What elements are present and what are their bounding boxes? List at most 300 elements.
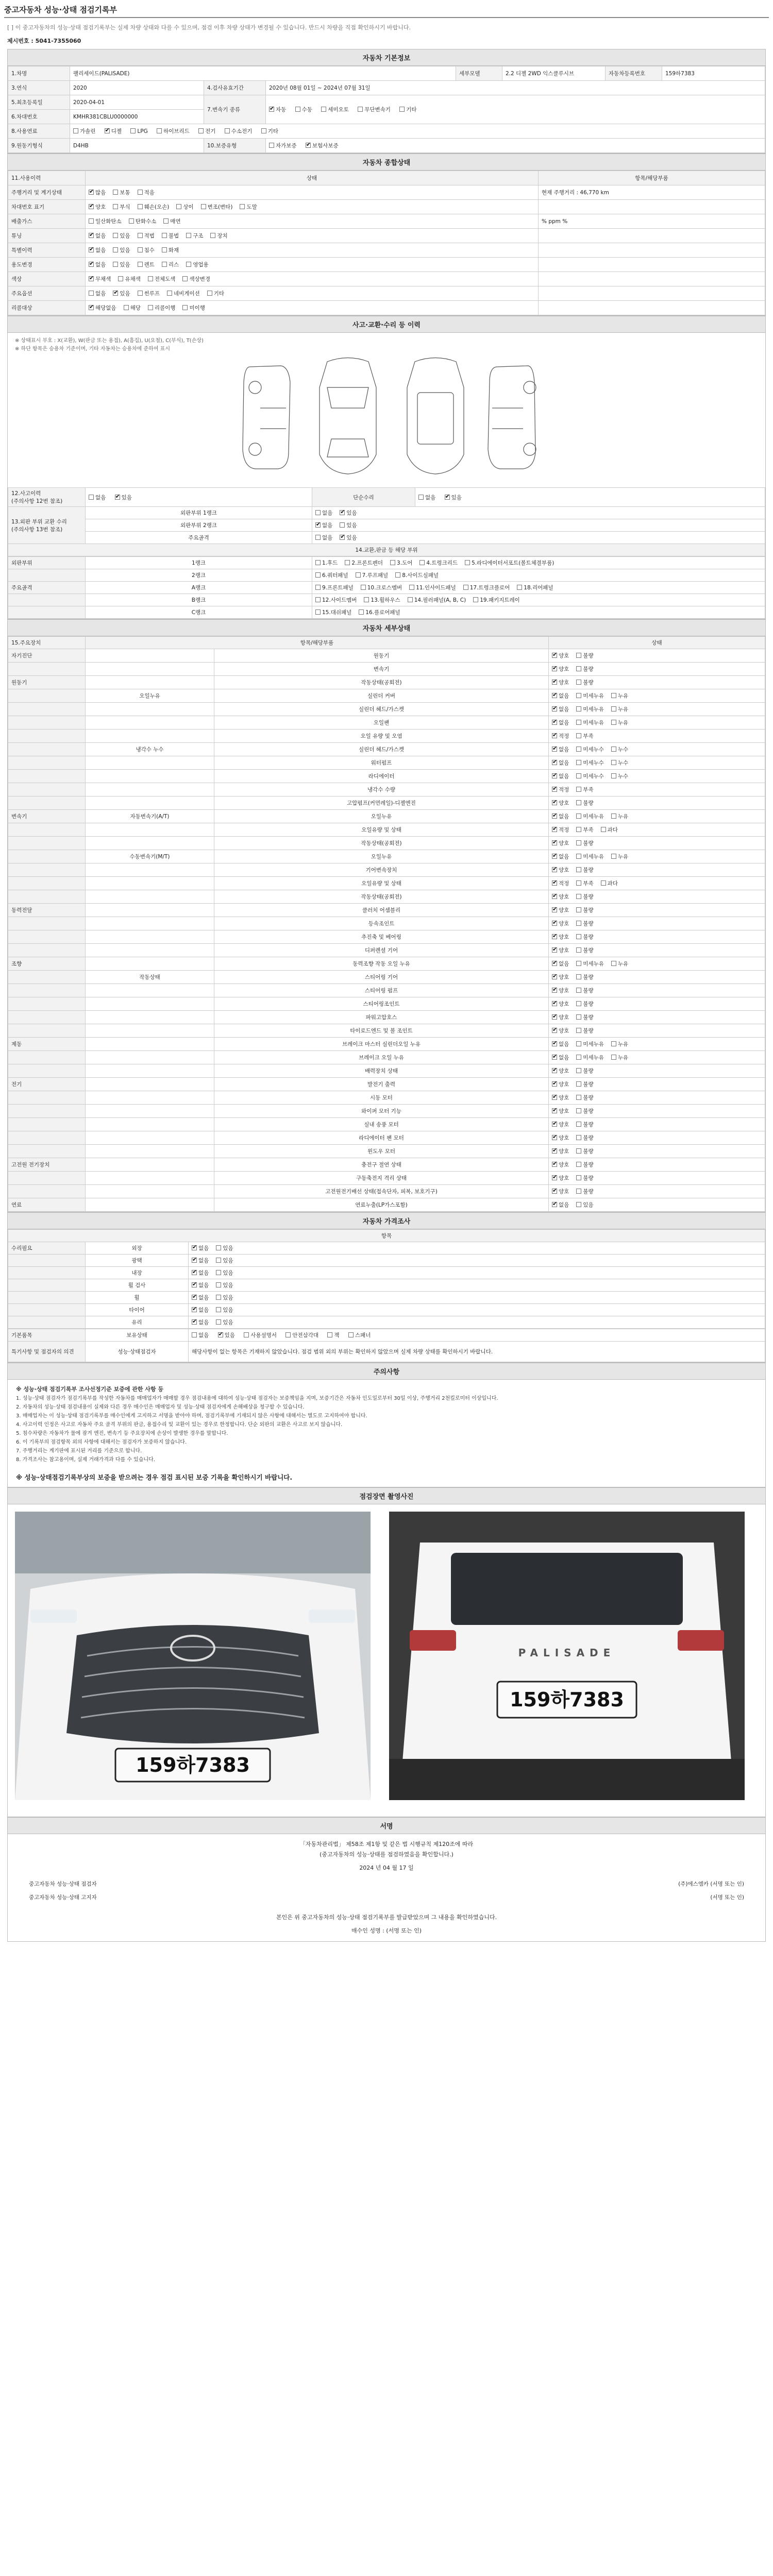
- inspector-value[interactable]: (주)에스엠카 (서명 또는 인): [678, 1881, 744, 1887]
- checkbox[interactable]: [167, 291, 172, 296]
- option[interactable]: 부족: [576, 826, 593, 834]
- checkbox[interactable]: [552, 934, 557, 939]
- checkbox[interactable]: [576, 1108, 581, 1113]
- checkbox[interactable]: [315, 522, 321, 528]
- option[interactable]: 안전삼각대: [285, 1331, 318, 1339]
- option[interactable]: 7.루프패널: [356, 571, 389, 579]
- option[interactable]: 2.프론트펜더: [345, 559, 383, 567]
- buyer-sign[interactable]: 매수인 성명 : (서명 또는 인): [351, 1927, 422, 1934]
- checkbox[interactable]: [138, 247, 143, 252]
- checkbox[interactable]: [576, 1041, 581, 1046]
- checkbox[interactable]: [552, 666, 557, 671]
- checkbox[interactable]: [576, 880, 581, 886]
- checkbox[interactable]: [601, 880, 606, 886]
- option[interactable]: ✔ 없음: [192, 1257, 209, 1264]
- checkbox[interactable]: [552, 1081, 557, 1087]
- checkbox[interactable]: [210, 233, 215, 238]
- checkbox[interactable]: [576, 840, 581, 845]
- option[interactable]: ✔ 양호: [552, 1174, 569, 1182]
- option[interactable]: 불법: [162, 232, 179, 240]
- checkbox[interactable]: [552, 1162, 557, 1167]
- checkbox[interactable]: [89, 247, 94, 252]
- checkbox[interactable]: [611, 854, 616, 859]
- option[interactable]: ✔ 없음: [192, 1318, 209, 1326]
- option[interactable]: ✔ 있음: [218, 1331, 235, 1339]
- checkbox[interactable]: [113, 233, 118, 238]
- option[interactable]: ✔ 보험사보증: [306, 142, 339, 149]
- checkbox[interactable]: [445, 495, 450, 500]
- option[interactable]: 불량: [576, 799, 593, 807]
- checkbox[interactable]: [576, 720, 581, 725]
- checkbox[interactable]: [552, 1175, 557, 1180]
- checkbox[interactable]: [225, 128, 230, 133]
- checkbox[interactable]: [576, 947, 581, 953]
- checkbox[interactable]: [552, 1095, 557, 1100]
- option[interactable]: ✔ 양호: [552, 1134, 569, 1142]
- checkbox[interactable]: [408, 597, 413, 602]
- option[interactable]: 수소전기: [225, 127, 253, 135]
- checkbox[interactable]: [576, 988, 581, 993]
- option[interactable]: ✔ 양호: [552, 839, 569, 847]
- checkbox[interactable]: [113, 291, 118, 296]
- checkbox[interactable]: [192, 1270, 197, 1275]
- option[interactable]: 5.라디에이터서포트(볼트체결부품): [465, 559, 554, 567]
- option[interactable]: 11.인사이드패널: [409, 584, 456, 591]
- option[interactable]: 있음: [340, 521, 357, 529]
- option[interactable]: 불량: [576, 1094, 593, 1101]
- option[interactable]: 미세누유: [576, 1054, 604, 1061]
- option[interactable]: 불량: [576, 973, 593, 981]
- checkbox[interactable]: [216, 1295, 221, 1300]
- checkbox[interactable]: [192, 1245, 197, 1250]
- checkbox[interactable]: [576, 1028, 581, 1033]
- option[interactable]: ✔ 양호: [552, 933, 569, 941]
- option[interactable]: 불량: [576, 1000, 593, 1008]
- checkbox[interactable]: [576, 666, 581, 671]
- option[interactable]: 기타: [207, 290, 224, 297]
- option[interactable]: ✔ 없음: [89, 246, 106, 254]
- checkbox[interactable]: [73, 128, 78, 133]
- option[interactable]: ✔ 해당없음: [89, 304, 116, 312]
- checkbox[interactable]: [138, 291, 143, 296]
- option[interactable]: 누유: [611, 705, 628, 713]
- option[interactable]: 불량: [576, 866, 593, 874]
- option[interactable]: ✔ 디젤: [105, 127, 122, 135]
- option[interactable]: 무단변속기: [358, 106, 391, 113]
- checkbox[interactable]: [552, 921, 557, 926]
- checkbox[interactable]: [576, 814, 581, 819]
- option[interactable]: 불량: [576, 652, 593, 659]
- option[interactable]: 장치: [210, 232, 227, 240]
- checkbox[interactable]: [552, 880, 557, 886]
- option[interactable]: ✔ 있음: [113, 290, 130, 297]
- checkbox[interactable]: [465, 560, 470, 565]
- checkbox[interactable]: [340, 510, 345, 515]
- option[interactable]: 미이행: [182, 304, 205, 312]
- option[interactable]: 미세누유: [576, 719, 604, 726]
- checkbox[interactable]: [552, 1189, 557, 1194]
- option[interactable]: ✔ 많음: [89, 189, 106, 196]
- checkbox[interactable]: [216, 1282, 221, 1287]
- checkbox[interactable]: [182, 305, 188, 310]
- option[interactable]: 3.도어: [390, 559, 412, 567]
- checkbox[interactable]: [216, 1319, 221, 1325]
- checkbox[interactable]: [611, 760, 616, 765]
- option[interactable]: 리스: [162, 261, 179, 268]
- checkbox[interactable]: [138, 204, 143, 209]
- checkbox[interactable]: [463, 585, 468, 590]
- option[interactable]: 불량: [576, 1147, 593, 1155]
- checkbox[interactable]: [327, 1332, 332, 1337]
- checkbox[interactable]: [576, 854, 581, 859]
- option[interactable]: 렌트: [138, 261, 155, 268]
- checkbox[interactable]: [148, 276, 153, 281]
- checkbox[interactable]: [576, 1068, 581, 1073]
- checkbox[interactable]: [552, 814, 557, 819]
- option[interactable]: 누유: [611, 960, 628, 968]
- checkbox[interactable]: [89, 495, 94, 500]
- checkbox[interactable]: [162, 233, 167, 238]
- checkbox[interactable]: [552, 867, 557, 872]
- option[interactable]: 없음: [418, 494, 435, 501]
- checkbox[interactable]: [176, 204, 181, 209]
- option[interactable]: ✔ 양호: [552, 1161, 569, 1168]
- option[interactable]: 있음: [113, 232, 130, 240]
- checkbox[interactable]: [345, 560, 350, 565]
- option[interactable]: ✔ 양호: [552, 893, 569, 901]
- checkbox[interactable]: [611, 961, 616, 966]
- option[interactable]: ✔ 양호: [552, 652, 569, 659]
- checkbox[interactable]: [89, 190, 94, 195]
- option[interactable]: ✔ 없음: [552, 772, 569, 780]
- option[interactable]: ✔ 양호: [552, 987, 569, 994]
- option[interactable]: ✔ 양호: [552, 1188, 569, 1195]
- option[interactable]: ✔ 없음: [552, 960, 569, 968]
- checkbox[interactable]: [89, 291, 94, 296]
- option[interactable]: 미세누유: [576, 853, 604, 860]
- checkbox[interactable]: [315, 585, 321, 590]
- option[interactable]: 14.필러패널(A, B, C): [408, 596, 466, 604]
- option[interactable]: ✔ 있음: [340, 509, 357, 517]
- checkbox[interactable]: [361, 585, 366, 590]
- option[interactable]: ✔ 없음: [552, 1201, 569, 1209]
- option[interactable]: 누수: [611, 772, 628, 780]
- checkbox[interactable]: [552, 760, 557, 765]
- option[interactable]: ✔ 없음: [552, 812, 569, 820]
- checkbox[interactable]: [118, 276, 123, 281]
- option[interactable]: 있음: [113, 246, 130, 254]
- checkbox[interactable]: [576, 800, 581, 805]
- option[interactable]: ✔ 양호: [552, 973, 569, 981]
- checkbox[interactable]: [552, 894, 557, 899]
- checkbox[interactable]: [192, 1295, 197, 1300]
- option[interactable]: ✔ 적정: [552, 732, 569, 740]
- option[interactable]: 탄화수소: [129, 217, 157, 225]
- option[interactable]: 부식: [113, 203, 130, 211]
- option[interactable]: 불량: [576, 1174, 593, 1182]
- checkbox[interactable]: [113, 204, 118, 209]
- checkbox[interactable]: [356, 572, 361, 578]
- checkbox[interactable]: [517, 585, 522, 590]
- option[interactable]: 해당: [124, 304, 141, 312]
- option[interactable]: ✔ 양호: [552, 946, 569, 954]
- option[interactable]: 불량: [576, 1107, 593, 1115]
- option[interactable]: 있음: [216, 1257, 233, 1264]
- option[interactable]: ✔ 양호: [552, 920, 569, 927]
- option[interactable]: 세미오토: [321, 106, 349, 113]
- checkbox[interactable]: [192, 1282, 197, 1287]
- option[interactable]: 누수: [611, 745, 628, 753]
- checkbox[interactable]: [216, 1270, 221, 1275]
- checkbox[interactable]: [89, 218, 94, 224]
- checkbox[interactable]: [358, 107, 363, 112]
- notice-value[interactable]: (서명 또는 인): [710, 1894, 744, 1901]
- checkbox[interactable]: [163, 218, 169, 224]
- option[interactable]: 수동: [295, 106, 312, 113]
- checkbox[interactable]: [576, 1135, 581, 1140]
- option[interactable]: 있음: [216, 1306, 233, 1314]
- checkbox[interactable]: [162, 247, 167, 252]
- checkbox[interactable]: [89, 305, 94, 310]
- option[interactable]: 유채색: [118, 275, 140, 283]
- option[interactable]: ✔ 없음: [89, 261, 106, 268]
- checkbox[interactable]: [89, 204, 94, 209]
- checkbox[interactable]: [216, 1258, 221, 1263]
- option[interactable]: 보통: [113, 189, 130, 196]
- option[interactable]: ✔ 없음: [552, 759, 569, 767]
- checkbox[interactable]: [552, 1014, 557, 1020]
- checkbox[interactable]: [576, 1014, 581, 1020]
- option[interactable]: 4.트렁크리드: [419, 559, 458, 567]
- checkbox[interactable]: [576, 867, 581, 872]
- checkbox[interactable]: [552, 1148, 557, 1154]
- checkbox[interactable]: [601, 827, 606, 832]
- checkbox[interactable]: [129, 218, 134, 224]
- option[interactable]: 8.사이드실패널: [395, 571, 439, 579]
- checkbox[interactable]: [269, 143, 274, 148]
- checkbox[interactable]: [315, 609, 321, 615]
- option[interactable]: 누유: [611, 812, 628, 820]
- checkbox[interactable]: [552, 907, 557, 912]
- checkbox[interactable]: [552, 827, 557, 832]
- option[interactable]: 미세누유: [576, 692, 604, 700]
- checkbox[interactable]: [576, 773, 581, 778]
- checkbox[interactable]: [218, 1332, 223, 1337]
- option[interactable]: 불량: [576, 906, 593, 914]
- checkbox[interactable]: [192, 1307, 197, 1312]
- checkbox[interactable]: [552, 1202, 557, 1207]
- checkbox[interactable]: [113, 190, 118, 195]
- checkbox[interactable]: [552, 787, 557, 792]
- option[interactable]: 사용설명서: [244, 1331, 277, 1339]
- option[interactable]: 불량: [576, 987, 593, 994]
- checkbox[interactable]: [198, 128, 204, 133]
- option[interactable]: 미세누수: [576, 759, 604, 767]
- option[interactable]: 6.쿼터패널: [315, 571, 348, 579]
- checkbox[interactable]: [340, 535, 345, 540]
- option[interactable]: 기타: [261, 127, 278, 135]
- checkbox[interactable]: [315, 572, 321, 578]
- checkbox[interactable]: [89, 276, 94, 281]
- option[interactable]: 누유: [611, 719, 628, 726]
- option[interactable]: 있음: [216, 1318, 233, 1326]
- checkbox[interactable]: [576, 1095, 581, 1100]
- checkbox[interactable]: [552, 693, 557, 698]
- checkbox[interactable]: [113, 262, 118, 267]
- checkbox[interactable]: [611, 814, 616, 819]
- option[interactable]: ✔ 없음: [192, 1244, 209, 1252]
- checkbox[interactable]: [576, 787, 581, 792]
- option[interactable]: ✔ 양호: [89, 203, 106, 211]
- option[interactable]: ✔ 없음: [552, 719, 569, 726]
- option[interactable]: 상이: [176, 203, 193, 211]
- checkbox[interactable]: [244, 1332, 249, 1337]
- checkbox[interactable]: [105, 128, 110, 133]
- option[interactable]: ✔ 양호: [552, 1121, 569, 1128]
- option[interactable]: 13.휠하우스: [364, 596, 400, 604]
- option[interactable]: 있음: [216, 1294, 233, 1301]
- option[interactable]: ✔ 양호: [552, 1147, 569, 1155]
- option[interactable]: 미세누유: [576, 812, 604, 820]
- option[interactable]: ✔ 양호: [552, 866, 569, 874]
- option[interactable]: 15.대쉬패널: [315, 608, 351, 616]
- checkbox[interactable]: [576, 653, 581, 658]
- checkbox[interactable]: [552, 1135, 557, 1140]
- option[interactable]: 있음: [113, 261, 130, 268]
- checkbox[interactable]: [409, 585, 414, 590]
- checkbox[interactable]: [576, 1081, 581, 1087]
- option[interactable]: 19.패키지트레이: [473, 596, 520, 604]
- checkbox[interactable]: [201, 204, 206, 209]
- option[interactable]: ✔ 무채색: [89, 275, 111, 283]
- checkbox[interactable]: [576, 1001, 581, 1006]
- checkbox[interactable]: [364, 597, 369, 602]
- checkbox[interactable]: [576, 693, 581, 698]
- checkbox[interactable]: [130, 128, 136, 133]
- checkbox[interactable]: [89, 262, 94, 267]
- option[interactable]: 훼손(오손): [138, 203, 170, 211]
- checkbox[interactable]: [340, 522, 345, 528]
- option[interactable]: 스패너: [348, 1331, 371, 1339]
- option[interactable]: 없음: [89, 494, 106, 501]
- checkbox[interactable]: [611, 1055, 616, 1060]
- checkbox[interactable]: [115, 495, 120, 500]
- checkbox[interactable]: [419, 560, 425, 565]
- checkbox[interactable]: [192, 1258, 197, 1263]
- checkbox[interactable]: [576, 680, 581, 685]
- checkbox[interactable]: [576, 1189, 581, 1194]
- option[interactable]: 불량: [576, 893, 593, 901]
- option[interactable]: 과다: [601, 826, 618, 834]
- checkbox[interactable]: [138, 262, 143, 267]
- option[interactable]: ✔ 양호: [552, 1107, 569, 1115]
- checkbox[interactable]: [576, 934, 581, 939]
- checkbox[interactable]: [576, 921, 581, 926]
- option[interactable]: 불량: [576, 839, 593, 847]
- checkbox[interactable]: [611, 773, 616, 778]
- checkbox[interactable]: [138, 233, 143, 238]
- checkbox[interactable]: [576, 894, 581, 899]
- checkbox[interactable]: [611, 747, 616, 752]
- checkbox[interactable]: [306, 143, 311, 148]
- checkbox[interactable]: [576, 1202, 581, 1207]
- checkbox[interactable]: [348, 1332, 354, 1337]
- option[interactable]: ✔ 있음: [340, 534, 357, 541]
- option[interactable]: ✔ 양호: [552, 799, 569, 807]
- option[interactable]: ✔ 있음: [115, 494, 132, 501]
- option[interactable]: ✔ 없음: [552, 1040, 569, 1048]
- checkbox[interactable]: [576, 760, 581, 765]
- option[interactable]: 불량: [576, 920, 593, 927]
- checkbox[interactable]: [473, 597, 478, 602]
- option[interactable]: 있음: [216, 1269, 233, 1277]
- option[interactable]: 없음: [315, 509, 332, 517]
- option[interactable]: ✔ 없음: [315, 521, 332, 529]
- option[interactable]: ✔ 없음: [192, 1269, 209, 1277]
- checkbox[interactable]: [269, 107, 274, 112]
- checkbox[interactable]: [138, 190, 143, 195]
- option[interactable]: 누유: [611, 1040, 628, 1048]
- checkbox[interactable]: [552, 1068, 557, 1073]
- option[interactable]: 화재: [162, 246, 179, 254]
- checkbox[interactable]: [576, 733, 581, 738]
- checkbox[interactable]: [552, 1028, 557, 1033]
- checkbox[interactable]: [552, 961, 557, 966]
- option[interactable]: 구조: [186, 232, 203, 240]
- option[interactable]: 불량: [576, 1188, 593, 1195]
- option[interactable]: 전체도색: [148, 275, 176, 283]
- option[interactable]: 불량: [576, 665, 593, 673]
- option[interactable]: ✔ 양호: [552, 679, 569, 686]
- option[interactable]: 있음: [216, 1281, 233, 1289]
- checkbox[interactable]: [576, 1122, 581, 1127]
- checkbox[interactable]: [552, 733, 557, 738]
- option[interactable]: 12.사이드멤버: [315, 596, 357, 604]
- checkbox[interactable]: [124, 305, 129, 310]
- option[interactable]: 색상변경: [182, 275, 210, 283]
- option[interactable]: 불량: [576, 946, 593, 954]
- option[interactable]: 불량: [576, 1134, 593, 1142]
- option[interactable]: 도말: [240, 203, 257, 211]
- checkbox[interactable]: [359, 609, 364, 615]
- option[interactable]: 적법: [138, 232, 155, 240]
- checkbox[interactable]: [552, 854, 557, 859]
- checkbox[interactable]: [552, 1122, 557, 1127]
- option[interactable]: ✔ 없음: [192, 1281, 209, 1289]
- checkbox[interactable]: [611, 1041, 616, 1046]
- checkbox[interactable]: [552, 800, 557, 805]
- checkbox[interactable]: [611, 693, 616, 698]
- option[interactable]: ✔ 양호: [552, 906, 569, 914]
- checkbox[interactable]: [552, 680, 557, 685]
- checkbox[interactable]: [192, 1332, 197, 1337]
- checkbox[interactable]: [576, 1055, 581, 1060]
- checkbox[interactable]: [552, 747, 557, 752]
- option[interactable]: ✔ 양호: [552, 665, 569, 673]
- option[interactable]: 부족: [576, 879, 593, 887]
- checkbox[interactable]: [576, 961, 581, 966]
- checkbox[interactable]: [552, 947, 557, 953]
- option[interactable]: 누유: [611, 692, 628, 700]
- option[interactable]: ✔ 있음: [445, 494, 462, 501]
- checkbox[interactable]: [216, 1245, 221, 1250]
- checkbox[interactable]: [576, 907, 581, 912]
- option[interactable]: ✔ 적정: [552, 879, 569, 887]
- option[interactable]: 썬루프: [138, 290, 160, 297]
- option[interactable]: 16.플로어패널: [359, 608, 400, 616]
- option[interactable]: 과다: [601, 879, 618, 887]
- checkbox[interactable]: [315, 560, 321, 565]
